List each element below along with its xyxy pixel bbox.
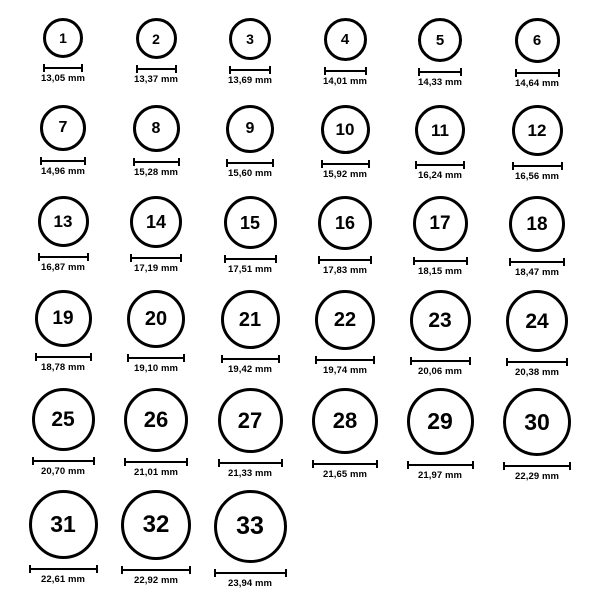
diameter-measure-bar — [136, 65, 177, 73]
ring-size-cell — [314, 196, 376, 276]
measure-cap-right — [281, 459, 283, 467]
diameter-measure-bar — [38, 253, 89, 261]
ring-circle — [218, 388, 283, 453]
ring-circle — [29, 490, 98, 559]
ring-circle — [418, 18, 462, 62]
ring-size-cell — [32, 388, 95, 477]
ring-size-label: 16 — [334, 213, 356, 233]
measure-cap-left — [121, 566, 123, 574]
measure-line — [312, 463, 378, 465]
ring-size-cell — [214, 490, 287, 589]
ring-diameter-label: 13,37 mm — [133, 74, 179, 85]
measure-cap-right — [370, 256, 372, 264]
ring-size-cell — [125, 18, 187, 85]
ring-size-label: 23 — [428, 309, 452, 332]
ring-diameter-label: 21,33 mm — [227, 468, 273, 479]
measure-cap-right — [566, 358, 568, 366]
ring-circle — [503, 388, 571, 456]
ring-circle — [509, 196, 565, 252]
ring-circle — [226, 105, 274, 153]
measure-cap-left — [503, 462, 505, 470]
measure-line — [136, 68, 177, 70]
ring-size-label: 9 — [245, 120, 255, 137]
measure-cap-left — [133, 158, 135, 166]
ring-size-cell — [314, 105, 376, 180]
measure-cap-left — [221, 355, 223, 363]
diameter-measure-bar — [221, 355, 280, 363]
measure-cap-right — [569, 462, 571, 470]
measure-cap-left — [506, 358, 508, 366]
measure-cap-left — [509, 258, 511, 266]
diameter-measure-bar — [321, 160, 370, 168]
measure-cap-right — [285, 569, 287, 577]
ring-diameter-label: 17,51 mm — [227, 264, 273, 275]
measure-line — [229, 69, 271, 71]
ring-size-label: 18 — [526, 213, 548, 235]
measure-cap-left — [226, 159, 228, 167]
ring-size-cell — [219, 196, 281, 275]
measure-cap-left — [130, 254, 132, 262]
ring-circle — [229, 18, 271, 60]
ring-circle — [415, 105, 465, 155]
ring-circle — [321, 105, 370, 154]
ring-size-cell — [219, 105, 281, 179]
ring-size-cell — [506, 18, 568, 89]
ring-size-cell — [121, 490, 191, 586]
measure-cap-right — [466, 257, 468, 265]
measure-cap-right — [463, 161, 465, 169]
ring-circle — [512, 105, 563, 156]
ring-size-cell — [219, 18, 281, 86]
diameter-measure-bar — [503, 462, 571, 470]
ring-circle — [40, 105, 86, 151]
measure-cap-right — [278, 355, 280, 363]
ring-size-cell — [409, 196, 471, 277]
diameter-measure-bar — [506, 358, 568, 366]
measure-cap-right — [269, 66, 271, 74]
measure-line — [214, 572, 287, 574]
diameter-measure-bar — [32, 457, 95, 465]
measure-cap-left — [136, 65, 138, 73]
measure-cap-left — [321, 160, 323, 168]
diameter-measure-bar — [229, 66, 271, 74]
ring-size-label: 21 — [238, 308, 262, 331]
ring-size-label: 19 — [52, 308, 74, 329]
measure-line — [415, 164, 465, 166]
measure-cap-right — [96, 565, 98, 573]
ring-size-label: 5 — [435, 31, 445, 49]
measure-line — [29, 568, 98, 570]
measure-cap-right — [563, 258, 565, 266]
ring-circle — [413, 196, 468, 251]
ring-circle — [124, 388, 188, 452]
diameter-measure-bar — [324, 67, 367, 75]
ring-size-label: 4 — [340, 31, 350, 48]
measure-line — [324, 70, 367, 72]
measure-cap-left — [124, 458, 126, 466]
ring-diameter-label: 22,61 mm — [40, 574, 86, 585]
diameter-measure-bar — [515, 69, 560, 77]
ring-size-label: 3 — [246, 31, 254, 47]
ring-size-label: 11 — [431, 120, 449, 140]
ring-circle — [318, 196, 372, 250]
diameter-measure-bar — [121, 566, 191, 574]
diameter-measure-bar — [35, 353, 92, 361]
ring-size-label: 33 — [236, 512, 264, 540]
measure-cap-left — [315, 356, 317, 364]
ring-size-label: 20 — [144, 308, 168, 330]
ring-size-label: 29 — [427, 408, 453, 434]
ring-size-label: 22 — [333, 309, 357, 331]
measure-cap-right — [558, 69, 560, 77]
ring-diameter-label: 21,65 mm — [322, 469, 368, 480]
measure-line — [413, 260, 468, 262]
measure-cap-left — [515, 69, 517, 77]
ring-circle — [324, 18, 367, 61]
measure-cap-right — [365, 67, 367, 75]
ring-size-label: 6 — [532, 32, 542, 49]
measure-line — [503, 465, 571, 467]
measure-cap-left — [318, 256, 320, 264]
ring-diameter-label: 15,92 mm — [322, 169, 368, 180]
measure-cap-right — [472, 461, 474, 469]
diameter-measure-bar — [413, 257, 468, 265]
ring-diameter-label: 16,87 mm — [40, 262, 86, 273]
diameter-measure-bar — [124, 458, 188, 466]
measure-line — [38, 256, 89, 258]
diameter-measure-bar — [127, 354, 185, 362]
ring-size-cell — [314, 18, 376, 87]
measure-line — [418, 71, 462, 73]
diameter-measure-bar — [40, 157, 86, 165]
ring-diameter-label: 23,94 mm — [227, 578, 273, 589]
measure-line — [515, 72, 560, 74]
ring-size-cell — [312, 388, 378, 480]
ring-diameter-label: 20,06 mm — [417, 366, 463, 377]
ring-diameter-label: 17,19 mm — [133, 263, 179, 274]
measure-cap-right — [186, 458, 188, 466]
measure-cap-right — [272, 159, 274, 167]
measure-line — [121, 569, 191, 571]
ring-circle — [32, 388, 95, 451]
measure-cap-right — [175, 65, 177, 73]
measure-cap-right — [376, 460, 378, 468]
ring-diameter-label: 17,83 mm — [322, 265, 368, 276]
ring-size-cell — [125, 105, 187, 178]
measure-line — [133, 161, 180, 163]
measure-cap-right — [180, 254, 182, 262]
ring-size-cell — [409, 105, 471, 181]
measure-cap-left — [218, 459, 220, 467]
ring-size-cell — [409, 18, 471, 88]
measure-line — [32, 460, 95, 462]
ring-diameter-label: 21,01 mm — [133, 467, 179, 478]
measure-cap-left — [40, 157, 42, 165]
ring-circle — [130, 196, 182, 248]
measure-cap-left — [32, 457, 34, 465]
ring-diameter-label: 22,29 mm — [514, 471, 560, 482]
diameter-measure-bar — [224, 255, 277, 263]
measure-line — [130, 257, 182, 259]
measure-cap-left — [415, 161, 417, 169]
ring-diameter-label: 19,42 mm — [227, 364, 273, 375]
measure-line — [40, 160, 86, 162]
ring-circle — [506, 290, 568, 352]
measure-cap-right — [460, 68, 462, 76]
ring-size-label: 10 — [335, 120, 355, 139]
ring-diameter-label: 15,60 mm — [227, 168, 273, 179]
measure-line — [221, 358, 280, 360]
ring-size-cell — [29, 490, 98, 585]
ring-size-label: 8 — [151, 119, 161, 137]
ring-circle — [224, 196, 277, 249]
ring-size-cell — [506, 196, 568, 278]
ring-size-label: 32 — [142, 511, 170, 538]
ring-size-label: 28 — [332, 408, 358, 433]
ring-diameter-label: 13,69 mm — [227, 75, 273, 86]
ring-diameter-label: 18,15 mm — [417, 266, 463, 277]
diameter-measure-bar — [312, 460, 378, 468]
measure-cap-left — [324, 67, 326, 75]
ring-diameter-label: 14,96 mm — [40, 166, 86, 177]
measure-line — [509, 261, 565, 263]
ring-circle — [38, 196, 89, 247]
ring-diameter-label: 16,24 mm — [417, 170, 463, 181]
measure-cap-left — [407, 461, 409, 469]
ring-diameter-label: 15,28 mm — [133, 167, 179, 178]
measure-line — [506, 361, 568, 363]
measure-line — [407, 464, 474, 466]
ring-size-cell — [314, 290, 376, 376]
measure-line — [124, 461, 188, 463]
ring-diameter-label: 19,74 mm — [322, 365, 368, 376]
diameter-measure-bar — [226, 159, 274, 167]
ring-size-label: 31 — [50, 511, 76, 537]
ring-size-label: 2 — [152, 30, 160, 47]
measure-cap-left — [35, 353, 37, 361]
ring-size-cell — [125, 196, 187, 274]
ring-diameter-label: 19,10 mm — [133, 363, 179, 374]
ring-diameter-label: 18,47 mm — [514, 267, 560, 278]
ring-diameter-label: 18,78 mm — [40, 362, 86, 373]
measure-line — [43, 67, 83, 69]
diameter-measure-bar — [415, 161, 465, 169]
diameter-measure-bar — [214, 569, 287, 577]
diameter-measure-bar — [407, 461, 474, 469]
diameter-measure-bar — [418, 68, 462, 76]
ring-size-label: 17 — [429, 213, 451, 234]
ring-size-cell — [32, 196, 94, 273]
ring-size-cell — [409, 290, 471, 377]
measure-cap-left — [418, 68, 420, 76]
measure-line — [410, 360, 471, 362]
measure-line — [512, 165, 563, 167]
diameter-measure-bar — [130, 254, 182, 262]
measure-cap-right — [368, 160, 370, 168]
measure-cap-left — [224, 255, 226, 263]
measure-cap-right — [183, 354, 185, 362]
ring-circle — [407, 388, 474, 455]
measure-line — [35, 356, 92, 358]
measure-cap-right — [90, 353, 92, 361]
ring-size-label: 24 — [525, 309, 549, 333]
ring-circle — [410, 290, 471, 351]
measure-line — [321, 163, 370, 165]
measure-cap-right — [81, 64, 83, 72]
ring-circle — [312, 388, 378, 454]
ring-size-cell — [506, 105, 568, 182]
measure-cap-left — [214, 569, 216, 577]
measure-cap-left — [43, 64, 45, 72]
ring-size-label: 26 — [143, 407, 169, 432]
ring-size-cell — [125, 290, 187, 374]
diameter-measure-bar — [315, 356, 375, 364]
ring-circle — [121, 490, 191, 560]
measure-line — [318, 259, 372, 261]
measure-cap-left — [312, 460, 314, 468]
diameter-measure-bar — [218, 459, 283, 467]
ring-size-label: 7 — [58, 119, 68, 136]
measure-cap-right — [178, 158, 180, 166]
diameter-measure-bar — [29, 565, 98, 573]
ring-diameter-label: 14,64 mm — [514, 78, 560, 89]
ring-size-cell — [32, 290, 94, 373]
ring-diameter-label: 16,56 mm — [514, 171, 560, 182]
ring-diameter-label: 21,97 mm — [417, 470, 463, 481]
measure-cap-right — [189, 566, 191, 574]
measure-cap-right — [373, 356, 375, 364]
diameter-measure-bar — [318, 256, 372, 264]
ring-circle — [315, 290, 375, 350]
ring-circle — [35, 290, 92, 347]
ring-size-label: 13 — [53, 212, 73, 231]
ring-size-cell — [32, 18, 94, 84]
ring-circle — [214, 490, 287, 563]
measure-cap-right — [84, 157, 86, 165]
ring-circle — [515, 18, 560, 63]
ring-diameter-label: 14,01 mm — [322, 76, 368, 87]
measure-cap-left — [29, 565, 31, 573]
measure-cap-left — [38, 253, 40, 261]
measure-line — [224, 258, 277, 260]
ring-size-cell — [219, 290, 281, 375]
measure-cap-right — [87, 253, 89, 261]
ring-diameter-label: 22,92 mm — [133, 575, 179, 586]
ring-size-label: 14 — [145, 212, 167, 232]
measure-cap-right — [561, 162, 563, 170]
ring-circle — [136, 18, 177, 59]
measure-cap-left — [512, 162, 514, 170]
ring-size-label: 1 — [59, 30, 67, 46]
measure-cap-left — [410, 357, 412, 365]
ring-size-label: 27 — [237, 407, 263, 433]
measure-line — [315, 359, 375, 361]
ring-circle — [43, 18, 83, 58]
measure-line — [127, 357, 185, 359]
diameter-measure-bar — [410, 357, 471, 365]
diameter-measure-bar — [43, 64, 83, 72]
measure-cap-left — [127, 354, 129, 362]
ring-diameter-label: 20,70 mm — [40, 466, 86, 477]
ring-size-cell — [503, 388, 571, 482]
diameter-measure-bar — [512, 162, 563, 170]
ring-circle — [133, 105, 180, 152]
measure-cap-right — [469, 357, 471, 365]
measure-cap-left — [229, 66, 231, 74]
ring-size-cell — [407, 388, 474, 481]
ring-size-cell — [32, 105, 94, 177]
measure-cap-right — [93, 457, 95, 465]
ring-size-cell — [218, 388, 283, 479]
ring-circle — [127, 290, 185, 348]
ring-size-cell — [124, 388, 188, 478]
ring-size-cell — [506, 290, 568, 378]
ring-diameter-label: 20,38 mm — [514, 367, 560, 378]
ring-diameter-label: 14,33 mm — [417, 77, 463, 88]
measure-cap-left — [413, 257, 415, 265]
ring-size-label: 30 — [524, 408, 550, 435]
measure-cap-right — [275, 255, 277, 263]
ring-size-label: 15 — [239, 212, 261, 233]
ring-size-label: 12 — [527, 121, 547, 140]
ring-diameter-label: 13,05 mm — [40, 73, 86, 84]
measure-line — [226, 162, 274, 164]
ring-size-label: 25 — [51, 408, 75, 431]
diameter-measure-bar — [509, 258, 565, 266]
ring-circle — [221, 290, 280, 349]
measure-line — [218, 462, 283, 464]
diameter-measure-bar — [133, 158, 180, 166]
